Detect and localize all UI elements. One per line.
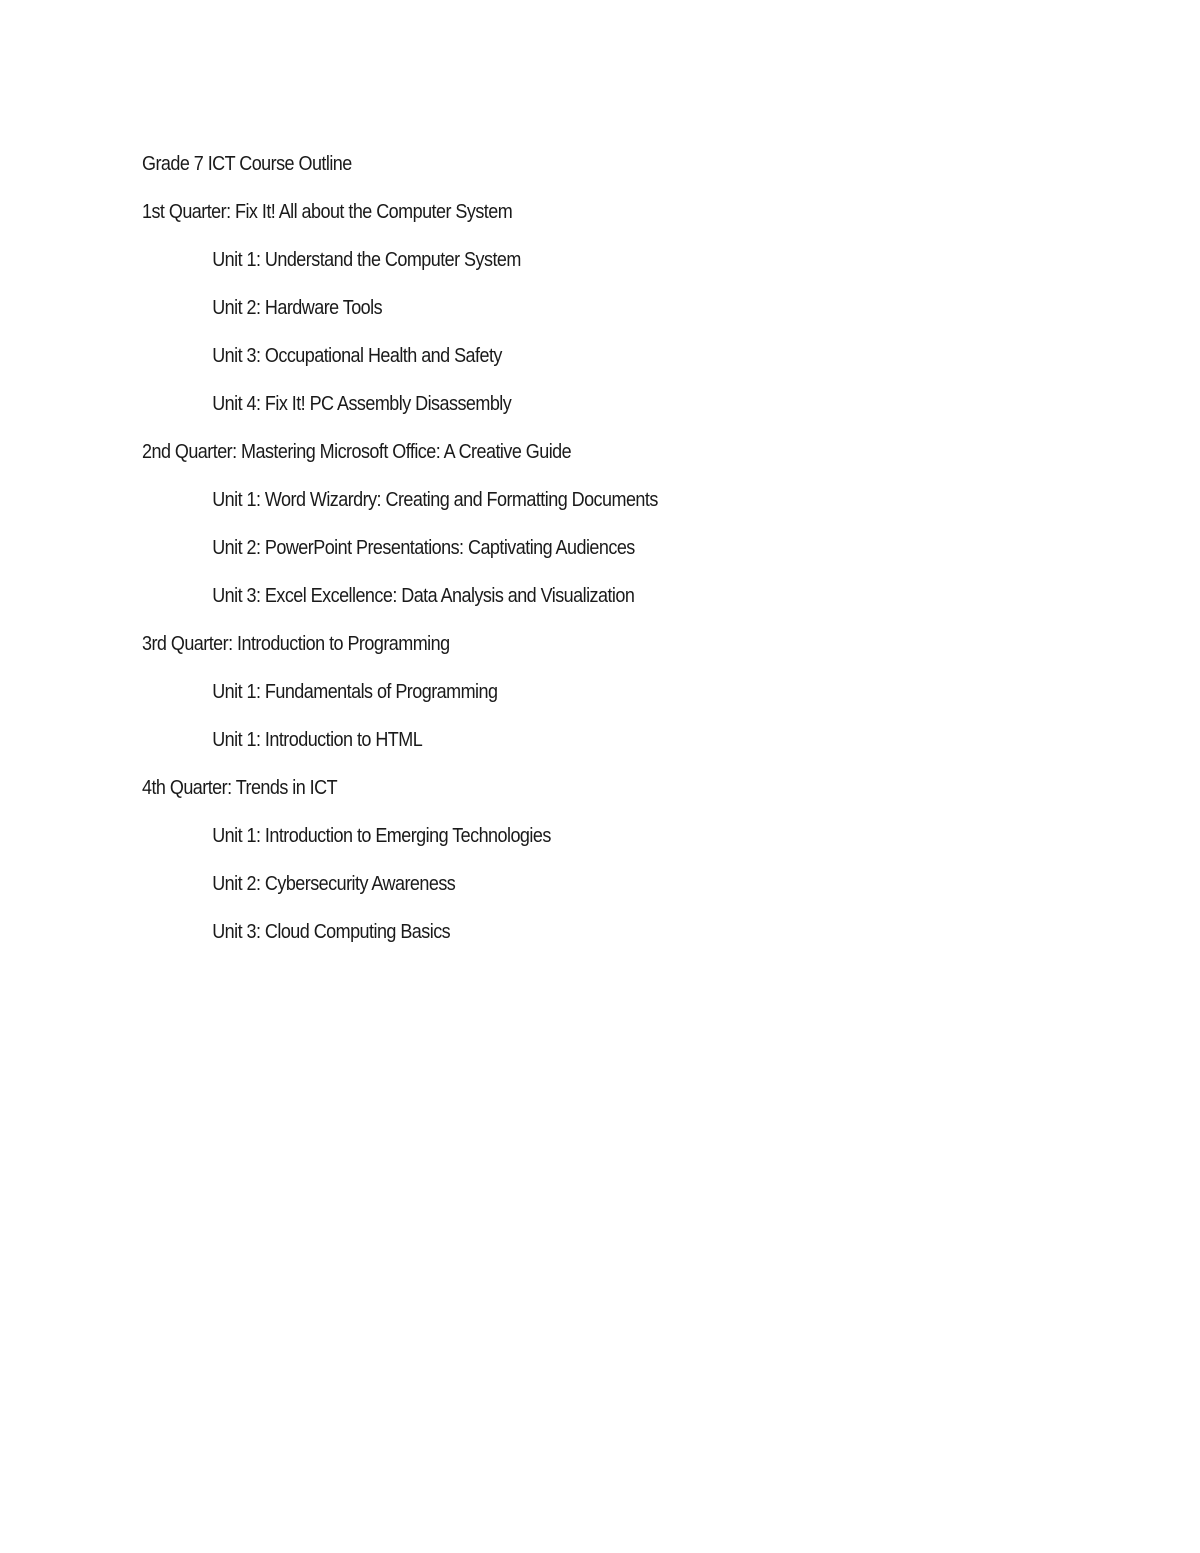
unit-item: Unit 1: Word Wizardry: Creating and Formatting Documents bbox=[212, 489, 658, 511]
unit-item: Unit 1: Understand the Computer System bbox=[212, 249, 521, 271]
unit-item: Unit 1: Introduction to HTML bbox=[212, 729, 423, 751]
unit-item: Unit 1: Fundamentals of Programming bbox=[212, 681, 498, 703]
unit-item: Unit 3: Excel Excellence: Data Analysis and Visualization bbox=[212, 585, 635, 607]
unit-item: Unit 2: Hardware Tools bbox=[212, 297, 383, 319]
quarter-heading-4: 4th Quarter: Trends in ICT bbox=[142, 777, 338, 799]
unit-item: Unit 3: Cloud Computing Basics bbox=[212, 921, 451, 943]
unit-item: Unit 2: PowerPoint Presentations: Captivating Audiences bbox=[212, 537, 635, 559]
unit-item: Unit 4: Fix It! PC Assembly Disassembly bbox=[212, 393, 512, 415]
quarter-heading-2: 2nd Quarter: Mastering Microsoft Office: A Creative Guide bbox=[142, 441, 572, 463]
unit-item: Unit 3: Occupational Health and Safety bbox=[212, 345, 502, 367]
unit-item: Unit 2: Cybersecurity Awareness bbox=[212, 873, 456, 895]
quarter-heading-1: 1st Quarter: Fix It! All about the Computer System bbox=[142, 201, 513, 223]
course-outline bbox=[142, 140, 1042, 956]
quarter-heading-3: 3rd Quarter: Introduction to Programming bbox=[142, 633, 450, 655]
unit-item: Unit 1: Introduction to Emerging Technologies bbox=[212, 825, 551, 847]
document-title: Grade 7 ICT Course Outline bbox=[142, 153, 352, 175]
